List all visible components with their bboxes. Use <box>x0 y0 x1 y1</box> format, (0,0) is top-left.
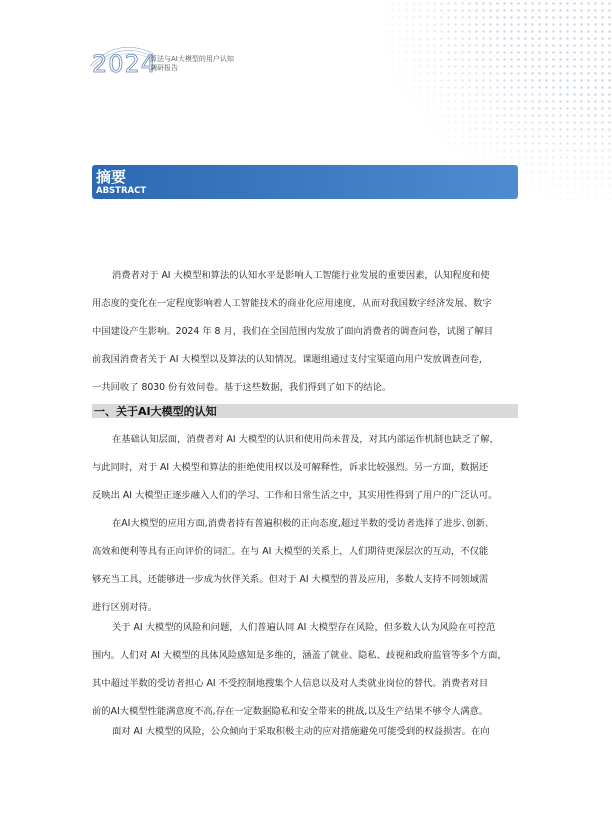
text-line: 在AI大模型的应用方面,消费者持有普遍积极的正向态度,超过半数的受访者选择了进步､创新､ <box>112 518 490 529</box>
text-line: 用态度的变化在一定程度影响着人工智能技术的商业化应用速度，从而对我国数字经济发展、数字 <box>92 298 492 309</box>
text-line: 够充当工具，还能够进一步成为伙伴关系。但对于 AI 大模型的普及应用，多数人支持不同领域需 <box>92 574 489 585</box>
text-line: 一共回收了 8030 份有效问卷。基于这些数据，我们得到了如下的结论。 <box>92 382 392 393</box>
section-title: 一、关于AI大模型的认知 <box>94 405 217 418</box>
section-heading-bar <box>92 404 518 418</box>
text-line: 前我国消费者关于 AI 大模型以及算法的认知情况。课题组通过支付宝渠道向用户发放调查问卷， <box>92 354 489 365</box>
text-line: 反映出 AI 大模型正逐步融入人们的学习、工作和日常生活之中，其实用性得到了用户的广泛认可。 <box>92 490 498 501</box>
section1-paragraph-3 <box>92 614 518 726</box>
text-line: 消费者对于 AI 大模型和算法的认知水平是影响人工智能行业发展的重要因素，认知程度和使 <box>112 270 490 281</box>
text-line: 关于 AI 大模型的风险和问题，人们普遍认同 AI 大模型存在风险，但多数人认为风险在可控范 <box>112 622 496 633</box>
text-line: 与此同时，对于 AI 大模型和算法的拒绝使用权以及可解释性，诉求比较强烈。另一方面，数据还 <box>92 462 489 473</box>
report-title-line1: 算法与AI大模型的用户认知 <box>150 55 234 63</box>
text-line: 前的AI大模型性能满意度不高,存在一定数据隐私和安全带来的挑战,以及生产结果不够令人满意。 <box>92 706 489 717</box>
text-line: 中国建设产生影响。2024 年 8 月，我们在全国范围内发放了面向消费者的调查问卷，试图了解目 <box>92 326 494 337</box>
text-line: 围内。人们对 AI 大模型的具体风险感知是多维的，涵盖了就业、隐私、歧视和政府监管等多个方面， <box>92 650 507 661</box>
text-line: 高效和便利等具有正向评价的词汇。在与 AI 大模型的关系上，人们期待更深层次的互动，不仅能 <box>92 546 489 557</box>
abstract-title-en: ABSTRACT <box>96 186 147 196</box>
abstract-heading-bar <box>92 165 518 199</box>
report-year: 2024 <box>92 50 158 78</box>
text-line: 在基础认知层面，消费者对 AI 大模型的认识和使用尚未普及，对其内部运作机制也缺乏了解， <box>112 434 499 445</box>
report-title <box>150 55 280 72</box>
text-line: 进行区别对待。 <box>92 602 158 613</box>
abstract-title-cn: 摘要 <box>96 168 127 186</box>
section1-paragraph-2 <box>92 510 518 622</box>
section1-paragraph-1 <box>92 426 518 510</box>
report-title-line2: 调研报告 <box>150 63 178 72</box>
intro-paragraph <box>92 262 518 402</box>
section1-paragraph-4 <box>92 718 518 746</box>
text-line: 其中超过半数的受访者担心 AI 不受控制地搜集个人信息以及对人类就业岗位的替代。消费者对目 <box>92 678 489 689</box>
text-line: 面对 AI 大模型的风险，公众倾向于采取积极主动的应对措施避免可能受到的权益损害。在向 <box>112 726 490 737</box>
